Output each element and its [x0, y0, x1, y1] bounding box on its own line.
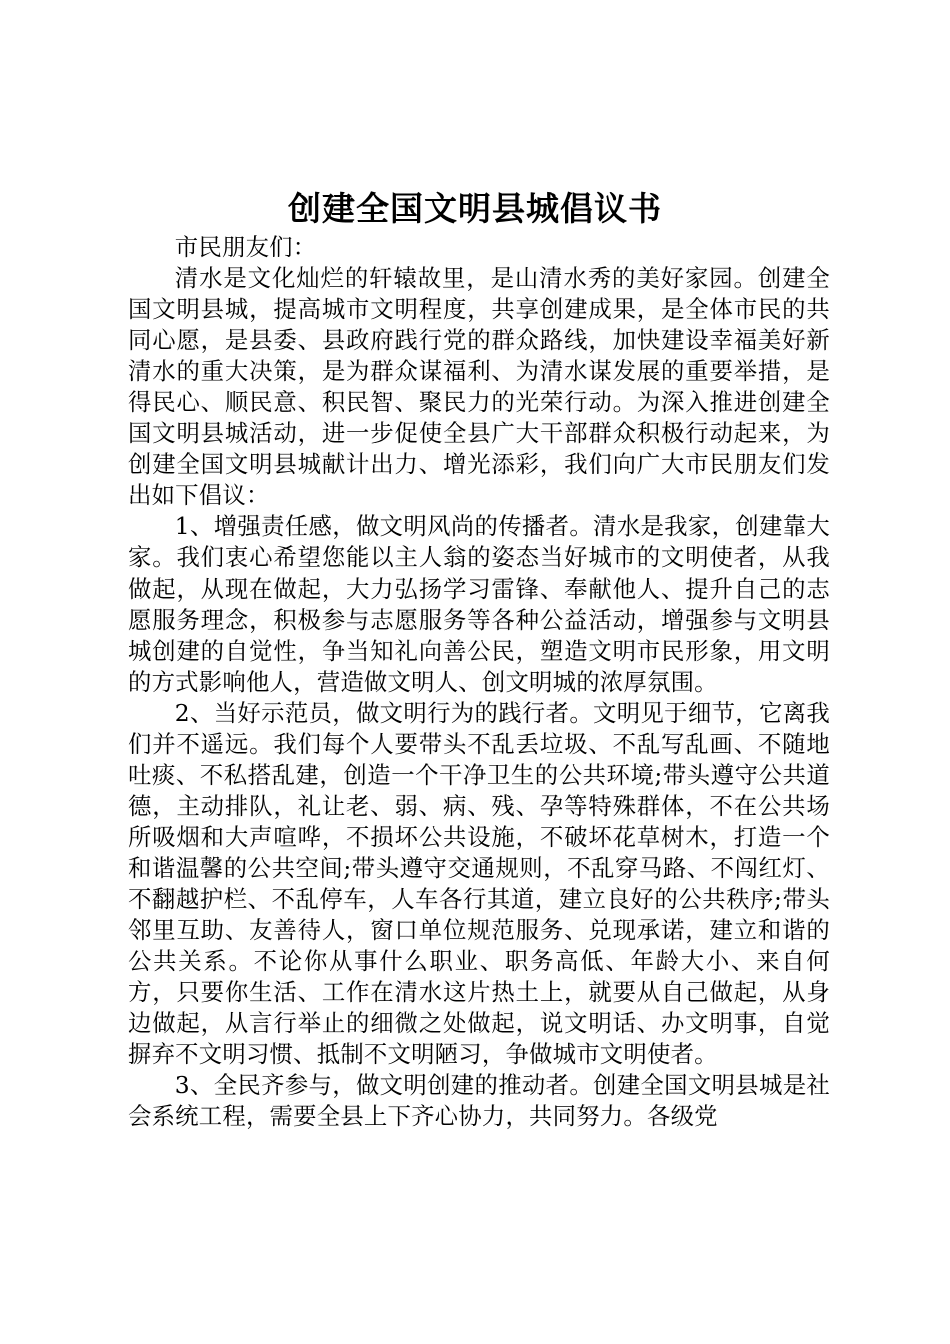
paragraph-item-2: 2、当好示范员，做文明行为的践行者。文明见于细节，它离我们并不遥远。我们每个人要带头不乱丢垃圾、不乱写乱画、不随地吐痰、不私搭乱建，创造一个干净卫生的公共环境;带头遵守公共道德，主动排队，礼让老、弱、病、残、孕等特殊群体，不在公共场所吸烟和大声喧哗，不损坏公共设施，不破坏花草树木，打造一个和谐温馨的公共空间;带头遵守交通规则，不乱穿马路、不闯红灯、不翻越护栏、不乱停车，人车各行其道，建立良好的公共秩序;带头邻里互助、友善待人，窗口单位规范服务、兑现承诺，建立和谐的公共关系。不论你从事什么职业、职务高低、年龄大小、来自何方，只要你生活、工作在清水这片热土上，就要从自己做起，从身边做起，从言行举止的细微之处做起，说文明话、办文明事，自觉摒弃不文明习惯、抵制不文明陋习，争做城市文明使者。	[128, 698, 830, 1069]
document-title: 创建全国文明县城倡议书	[288, 189, 662, 228]
salutation: 市民朋友们：	[174, 233, 317, 261]
paragraph-item-3: 3、全民齐参与，做文明创建的推动者。创建全国文明县城是社会系统工程，需要全县上下齐心协力，共同努力。各级党	[128, 1071, 830, 1131]
paragraph-item-1: 1、增强责任感，做文明风尚的传播者。清水是我家，创建靠大家。我们衷心希望您能以主人翁的姿态当好城市的文明使者，从我做起，从现在做起，大力弘扬学习雷锋、奉献他人、提升自己的志愿服务理念，积极参与志愿服务等各种公益活动，增强参与文明县城创建的自觉性，争当知礼向善公民，塑造文明市民形象，用文明的方式影响他人，营造做文明人、创文明城的浓厚氛围。	[128, 512, 830, 696]
paragraph-intro: 清水是文化灿烂的轩辕故里，是山清水秀的美好家园。创建全国文明县城，提高城市文明程度，共享创建成果，是全体市民的共同心愿，是县委、县政府践行党的群众路线，加快建设幸福美好新清水的重大决策，是为群众谋福利、为清水谋发展的重要举措，是得民心、顺民意、积民智、聚民力的光荣行动。为深入推进创建全国文明县城活动，进一步促使全县广大干部群众积极行动起来，为创建全国文明县城献计出力、增光添彩，我们向广大市民朋友们发出如下倡议：	[128, 264, 830, 510]
document-body	[128, 232, 830, 1132]
